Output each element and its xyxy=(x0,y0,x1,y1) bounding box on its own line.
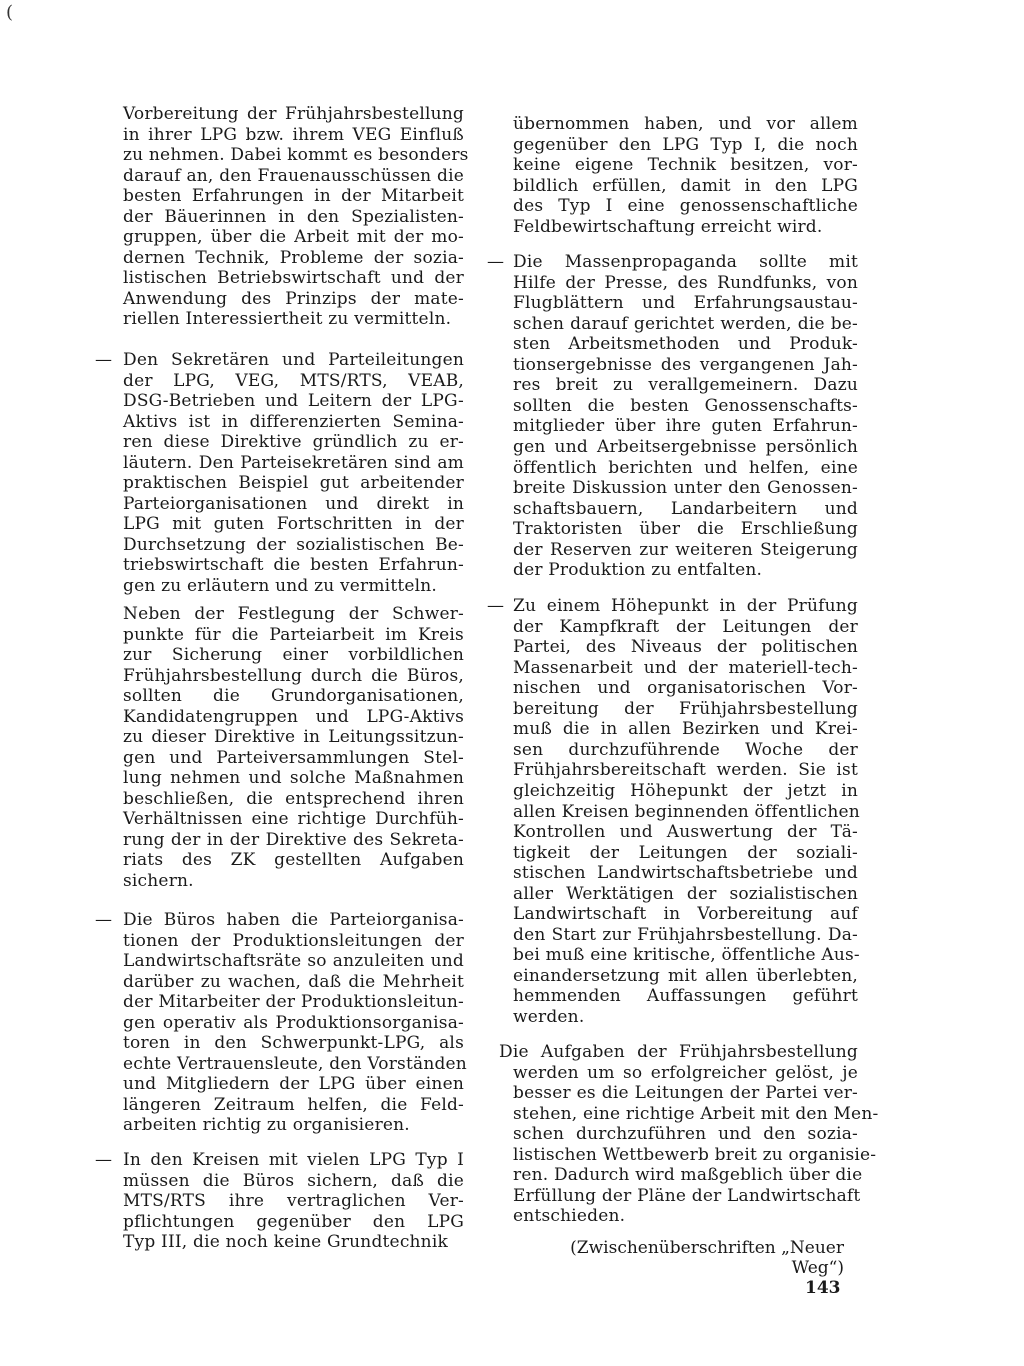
text-line: DSG-Betrieben und Leitern der LPG- xyxy=(123,391,464,411)
list-dash: — xyxy=(95,910,112,930)
text-line: schen durchzuführen und den sozia- xyxy=(513,1124,858,1145)
text-line: In den Kreisen mit vielen LPG Typ I xyxy=(123,1150,464,1170)
text-line: Neben der Festlegung der Schwer- xyxy=(123,604,464,624)
text-line: müssen die Büros sichern, daß die xyxy=(123,1170,464,1191)
text-line: Den Sekretären und Parteileitungen xyxy=(123,350,464,370)
text-line: Landwirtschaft in Vorbereitung auf xyxy=(513,904,858,925)
text-line: gen operativ als Produktionsorganisa- xyxy=(123,1012,464,1033)
text-line: Frühjahrsbereitschaft werden. Sie ist xyxy=(513,760,858,781)
text-line: tionsergebnisse des vergangenen Jah- xyxy=(513,354,858,375)
text-line: stehen, eine richtige Arbeit mit den Men- xyxy=(513,1103,879,1124)
text-line: zu nehmen. Dabei kommt es besonders xyxy=(123,145,469,165)
list-dash: — xyxy=(95,1150,112,1170)
text-line: des Typ I eine genossenschaftliche xyxy=(513,196,858,217)
text-line: zu dieser Direktive in Leitungssitzun- xyxy=(123,727,464,747)
text-line: sollten die besten Genossenschafts- xyxy=(513,395,858,416)
text-line: schen darauf gerichtet werden, die be- xyxy=(513,313,858,334)
text-line: Parteiorganisationen und direkt in xyxy=(123,493,464,514)
text-line: der Mitarbeiter der Produktionsleitun- xyxy=(123,992,464,1012)
text-line: der Bäuerinnen in den Spezialisten- xyxy=(123,206,464,227)
text-line: tionen der Produktionsleitungen der xyxy=(123,930,464,951)
text-line: LPG mit guten Fortschritten in der xyxy=(123,514,464,534)
text-line: sollten die Grundorganisationen, xyxy=(123,686,464,706)
text-line: ren. Dadurch wird maßgeblich über die xyxy=(513,1165,863,1186)
text-line: sichern. xyxy=(123,870,194,891)
text-line: arbeiten richtig zu organisieren. xyxy=(123,1115,410,1135)
text-line: rung der in der Direktive des Sekreta- xyxy=(123,829,464,850)
text-line: Kandidatengruppen und LPG-Aktivs xyxy=(123,706,464,727)
text-line: besser es die Leitungen der Partei ver- xyxy=(513,1083,858,1104)
text-line: Massenarbeit und der materiell-tech- xyxy=(513,657,858,678)
text-line: und Mitgliedern der LPG über einen xyxy=(123,1074,464,1094)
text-line: zur Sicherung einer vorbildlichen xyxy=(123,645,464,665)
text-line: Partei, des Niveaus der politischen xyxy=(513,637,858,658)
text-line: tigkeit der Leitungen der soziali- xyxy=(513,842,858,863)
text-line: darauf an, den Frauenausschüssen die xyxy=(123,165,464,186)
text-line: Durchsetzung der sozialistischen Be- xyxy=(123,534,464,555)
text-line: darüber zu wachen, daß die Mehrheit xyxy=(123,971,464,992)
scan-mark: ( xyxy=(6,2,14,23)
text-line: bei muß eine kritische, öffentliche Aus- xyxy=(513,945,860,966)
text-line: Die Massenpropaganda sollte mit xyxy=(513,252,858,272)
text-line: triebswirtschaft die besten Erfahrun- xyxy=(123,555,464,575)
text-line: nischen und organisatorischen Vor- xyxy=(513,678,858,699)
text-line: riellen Interessiertheit zu vermitteln. xyxy=(123,309,452,329)
caption-source: (Zwischenüberschriften „Neuer Weg“) xyxy=(570,1238,844,1278)
text-line: Landwirtschaftsräte so anzuleiten und xyxy=(123,951,464,971)
text-line: dernen Technik, Probleme der sozia- xyxy=(123,247,464,268)
text-line: MTS/RTS ihre vertraglichen Ver- xyxy=(123,1191,464,1211)
list-dash: — xyxy=(487,596,504,616)
text-line: Zu einem Höhepunkt in der Prüfung xyxy=(513,596,858,616)
text-line: der Reserven zur weiteren Steigerung xyxy=(513,539,858,560)
text-line: listischen Wettbewerb breit zu organisie- xyxy=(513,1144,877,1165)
text-line: längeren Zeitraum helfen, die Feld- xyxy=(123,1094,464,1115)
text-line: den Start zur Frühjahrsbestellung. Da- xyxy=(513,924,858,945)
text-line: sen durchzuführende Woche der xyxy=(513,739,858,760)
text-line: gen und Arbeitsergebnisse persönlich xyxy=(513,436,858,457)
text-line: breite Diskussion unter den Genossen- xyxy=(513,478,858,499)
text-line: Hilfe der Presse, des Rundfunks, von xyxy=(513,272,858,293)
text-line: gruppen, über die Arbeit mit der mo- xyxy=(123,227,464,247)
text-line: öffentlich berichten und helfen, eine xyxy=(513,457,858,478)
text-line: übernommen haben, und vor allem xyxy=(513,114,858,134)
text-line: Typ III, die noch keine Grundtechnik xyxy=(123,1232,448,1252)
text-line: stischen Landwirtschaftsbetriebe und xyxy=(513,863,858,884)
text-line: Frühjahrsbestellung durch die Büros, xyxy=(123,665,464,686)
text-line: Die Aufgaben der Frühjahrsbestellung xyxy=(499,1042,858,1062)
text-line: aller Werktätigen der sozialistischen xyxy=(513,883,858,904)
text-line: Flugblättern und Erfahrungsaustau- xyxy=(513,293,858,314)
text-line: werden um so erfolgreicher gelöst, je xyxy=(513,1062,858,1083)
text-line: der Produktion zu entfalten. xyxy=(513,560,763,581)
text-line: res breit zu verallgemeinern. Dazu xyxy=(513,375,858,396)
text-line: Verhältnissen eine richtige Durchfüh- xyxy=(123,809,464,829)
text-line: beschließen, die entsprechend ihren xyxy=(123,788,464,809)
text-line: gen zu erläutern und zu vermitteln. xyxy=(123,575,438,596)
text-line: besten Erfahrungen in der Mitarbeit xyxy=(123,186,464,206)
text-line: lung nehmen und solche Maßnahmen xyxy=(123,768,464,788)
text-line: riats des ZK gestellten Aufgaben xyxy=(123,850,464,870)
text-line: bildlich erfüllen, damit in den LPG xyxy=(513,175,858,196)
text-line: Anwendung des Prinzips der mate- xyxy=(123,288,464,309)
text-line: bereitung der Frühjahrsbestellung xyxy=(513,698,858,719)
text-line: in ihrer LPG bzw. ihrem VEG Einfluß xyxy=(123,124,464,145)
text-line: mitglieder über ihre guten Erfahrun- xyxy=(513,416,858,437)
text-line: keine eigene Technik besitzen, vor- xyxy=(513,155,858,176)
text-line: praktischen Beispiel gut arbeitender xyxy=(123,473,464,493)
text-line: Vorbereitung der Frühjahrsbestellung xyxy=(123,104,464,124)
text-line: Traktoristen über die Erschließung xyxy=(513,519,858,540)
text-line: Die Büros haben die Parteiorganisa- xyxy=(123,910,464,930)
text-line: einandersetzung mit allen überlebten, xyxy=(513,965,858,986)
text-line: schaftsbauern, Landarbeitern und xyxy=(513,498,858,519)
text-line: hemmenden Auffassungen geführt xyxy=(513,986,858,1007)
text-line: gleichzeitig Höhepunkt der jetzt in xyxy=(513,780,858,801)
text-line: der Kampfkraft der Leitungen der xyxy=(513,616,858,637)
text-line: der LPG, VEG, MTS/RTS, VEAB, xyxy=(123,370,464,391)
text-line: echte Vertrauensleute, den Vorständen xyxy=(123,1053,467,1074)
text-line: Erfüllung der Pläne der Landwirtschaft xyxy=(513,1185,861,1206)
text-line: punkte für die Parteiarbeit im Kreis xyxy=(123,624,464,645)
text-line: muß die in allen Bezirken und Krei- xyxy=(513,719,858,740)
text-line: pflichtungen gegenüber den LPG xyxy=(123,1211,464,1232)
text-line: ren diese Direktive gründlich zu er- xyxy=(123,432,464,452)
text-line: allen Kreisen beginnenden öffentlichen xyxy=(513,801,860,822)
list-dash: — xyxy=(95,350,112,370)
text-line: gen und Parteiversammlungen Stel- xyxy=(123,747,464,768)
text-line: entschieden. xyxy=(513,1206,626,1227)
text-line: Aktivs ist in differenzierten Semina- xyxy=(123,411,464,432)
text-line: sten Arbeitsmethoden und Produk- xyxy=(513,334,858,355)
text-line: Kontrollen und Auswertung der Tä- xyxy=(513,822,858,843)
text-line: Feldbewirtschaftung erreicht wird. xyxy=(513,216,823,237)
text-line: werden. xyxy=(513,1007,585,1027)
text-line: läutern. Den Parteisekretären sind am xyxy=(123,452,464,473)
text-line: listischen Betriebswirtschaft und der xyxy=(123,268,464,288)
page-number: 143 xyxy=(805,1278,841,1298)
list-dash: — xyxy=(487,252,504,272)
text-line: gegenüber den LPG Typ I, die noch xyxy=(513,134,858,155)
text-line: toren in den Schwerpunkt-LPG, als xyxy=(123,1033,464,1053)
